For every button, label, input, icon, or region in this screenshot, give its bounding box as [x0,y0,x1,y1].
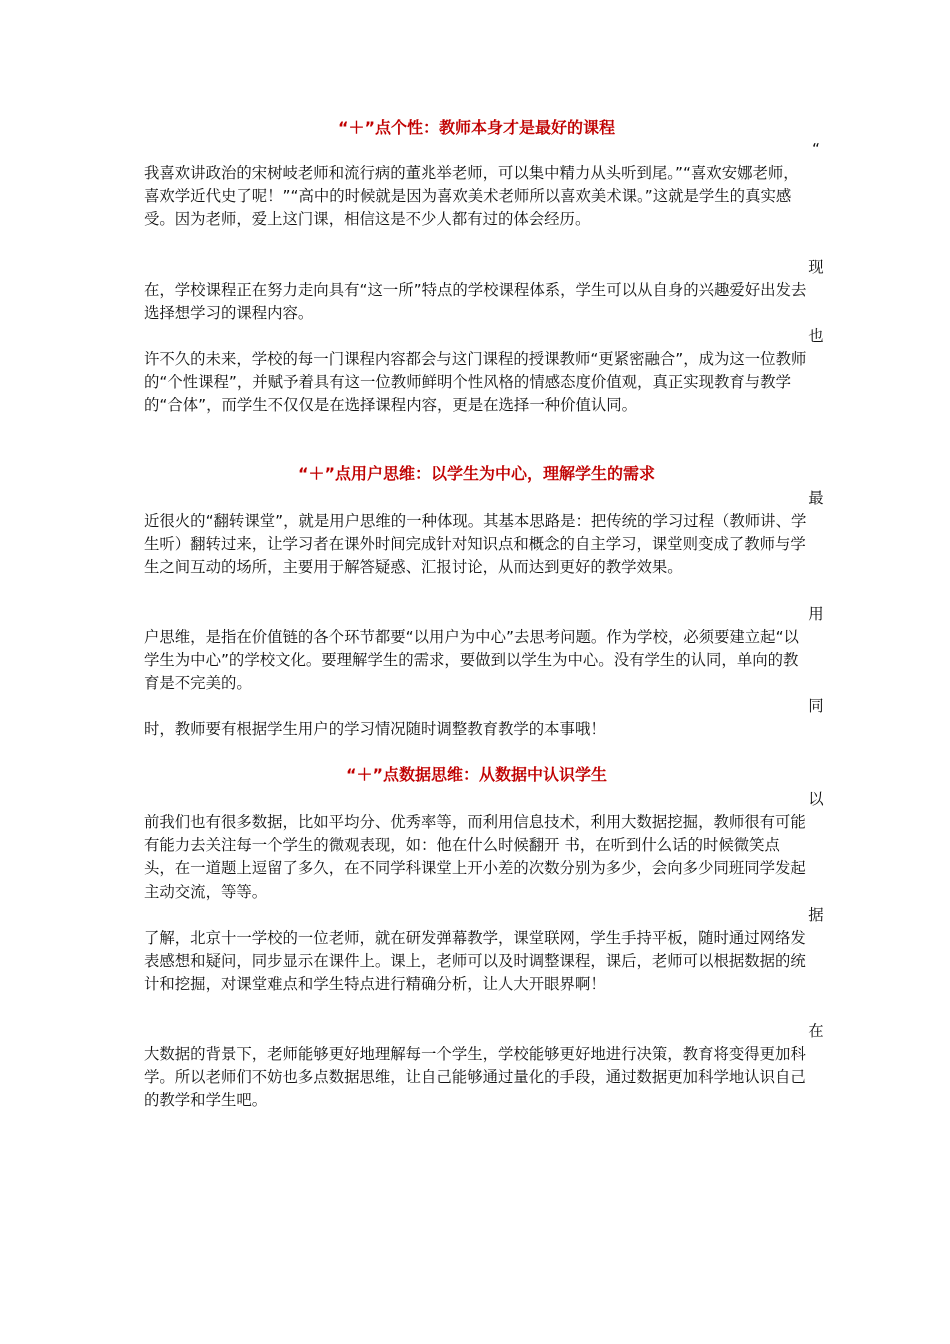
margin-char: 以 [808,790,824,808]
margin-char: 最 [808,489,824,507]
section-heading-data-thinking: “＋”点数据思维：从数据中认识学生 [345,765,608,784]
paragraph: 我喜欢讲政治的宋树岐老师和流行病的董兆举老师，可以集中精力从头听到尾。”“喜欢安娜老师，喜欢学近代史了呢！”“高中的时候就是因为喜欢美术老师所以喜欢美术课。”这就是学生的真实感受。因为老师，爱上这门课，相信这是不少人都有过的体会经历。 [144,164,799,229]
paragraph: 时，教师要有根据学生用户的学习情况随时调整教育教学的本事哦！ [144,720,606,738]
margin-char: 也 [808,327,824,345]
paragraph: 在，学校课程正在努力走向具有“这一所”特点的学校课程体系，学生可以从自身的兴趣爱好出发去选择想学习的课程内容。 [144,281,807,323]
paragraph: 户思维，是指在价值链的各个环节都要“以用户为中心”去思考问题。作为学校，必须要建立起“以学生为中心”的学校文化。要理解学生的需求，要做到以学生为中心。没有学生的认同，单向的教育是不完美的。 [144,628,799,693]
margin-char: 在 [808,1022,824,1040]
paragraph: 大数据的背景下，老师能够更好地理解每一个学生，学校能够更好地进行决策，教育将变得更加科学。所以老师们不妨也多点数据思维，让自己能够通过量化的手段，通过数据更加科学地认识自己的教学和学生吧。 [144,1045,806,1110]
paragraph: 许不久的未来，学校的每一门课程内容都会与这门课程的授课教师“更紧密融合”，成为这一位教师的“个性课程”，并赋予着具有这一位教师鲜明个性风格的情感态度价值观，真正实现教育与教学的“合体”，而学生不仅仅是在选择课程内容，更是在选择一种价值认同。 [144,350,807,415]
paragraph: 了解，北京十一学校的一位老师，就在研发弹幕教学，课堂联网，学生手持平板，随时通过网络发表感想和疑问，同步显示在课件上。课上，老师可以及时调整课程，课后，老师可以根据数据的统计和挖掘，对课堂难点和学生特点进行精确分析，让人大开眼界啊！ [144,929,806,994]
paragraph: 近很火的“翻转课堂”，就是用户思维的一种体现。其基本思路是：把传统的学习过程（教师讲、学生听）翻转过来，让学习者在课外时间完成针对知识点和概念的自主学习，课堂则变成了教师与学生之间互动的场所，主要用于解答疑惑、汇报讨论，从而达到更好的教学效果。 [144,512,807,577]
section-heading-user-thinking: “＋”点用户思维：以学生为中心，理解学生的需求 [297,464,656,483]
margin-char: 用 [808,605,824,623]
margin-char: 现 [808,258,824,276]
margin-char: “ [812,140,820,158]
paragraph: 前我们也有很多数据，比如平均分、优秀率等，而利用信息技术，利用大数据挖掘，教师很有可能有能力去关注每一个学生的微观表现，如：他在什么时候翻开 书，在听到什么话的时候微笑点头，在一道题上逗留了多久，在不同学科课堂上开小差的次数分别为多少，会向多少同班同学发起主动交流，等等。 [144,813,806,901]
margin-char: 据 [808,906,824,924]
section-heading-personality: “＋”点个性：教师本身才是最好的课程 [337,118,616,137]
margin-char: 同 [808,697,824,715]
